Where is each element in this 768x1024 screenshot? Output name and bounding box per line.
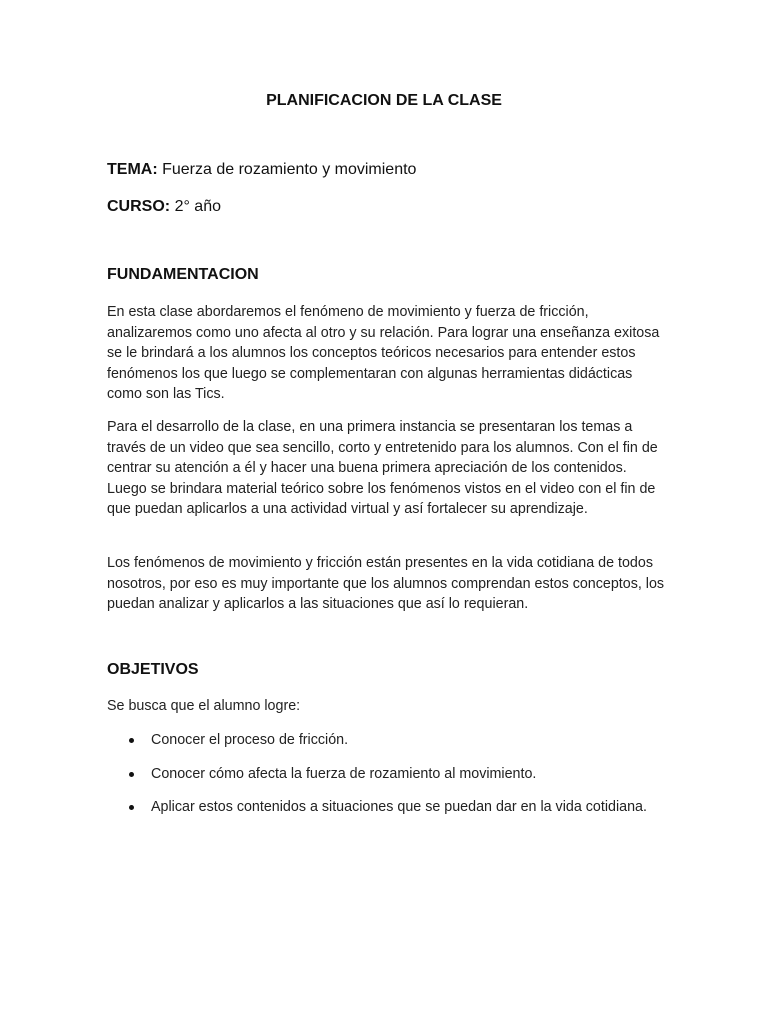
curso-label: CURSO:	[107, 198, 171, 215]
fundamentacion-heading: FUNDAMENTACION	[107, 266, 259, 283]
fundamentacion-paragraph-3: Los fenómenos de movimiento y fricción están presentes en la vida cotidiana de todos nosotros, por eso es muy importante que los alumnos comprendan estos conceptos, los puedan analizar y aplicarlos a las situaciones que así lo requieran.	[107, 555, 665, 612]
tema-field	[107, 161, 416, 179]
tema-value: Fuerza de rozamiento y movimiento	[162, 161, 417, 178]
fundamentacion-paragraph-1: En esta clase abordaremos el fenómeno de movimiento y fuerza de fricción, analizaremos como uno afecta al otro y su relación. Para lograr una enseñanza exitosa se le brindará a los alumnos los conceptos teóricos necesarios para entender estos fenómenos los que luego se complementaran con algunas herramientas didácticas como son las Tics.	[107, 304, 660, 402]
tema-label: TEMA:	[107, 161, 158, 178]
objetivo-text: Conocer el proceso de fricción.	[151, 732, 349, 748]
page-title: PLANIFICACION DE LA CLASE	[266, 92, 502, 109]
objetivos-heading: OBJETIVOS	[107, 661, 199, 678]
fundamentacion-paragraph-2: Para el desarrollo de la clase, en una primera instancia se presentaran los temas a través de un video que sea sencillo, corto y entretenido para los alumnos. Con el fin de centrar su atención a él y hacer una buena primera apreciación de los contenidos. Luego se brindara material teórico sobre los fenómenos vistos en el video con el fin de que puedan aplicarlos a una actividad virtual y así fortalecer su aprendizaje.	[107, 419, 658, 517]
list-item	[107, 797, 647, 818]
list-item	[107, 730, 647, 751]
list-item	[107, 764, 647, 785]
curso-field	[107, 198, 221, 216]
objetivos-intro: Se busca que el alumno logre:	[107, 698, 301, 714]
curso-value: 2° año	[174, 198, 221, 215]
objetivos-list	[107, 730, 647, 831]
objetivo-text: Aplicar estos contenidos a situaciones que se puedan dar en la vida cotidiana.	[151, 799, 647, 815]
bullet-icon	[129, 805, 134, 810]
bullet-icon	[129, 772, 134, 777]
objetivo-text: Conocer cómo afecta la fuerza de rozamiento al movimiento.	[151, 765, 537, 782]
bullet-icon	[129, 738, 134, 743]
